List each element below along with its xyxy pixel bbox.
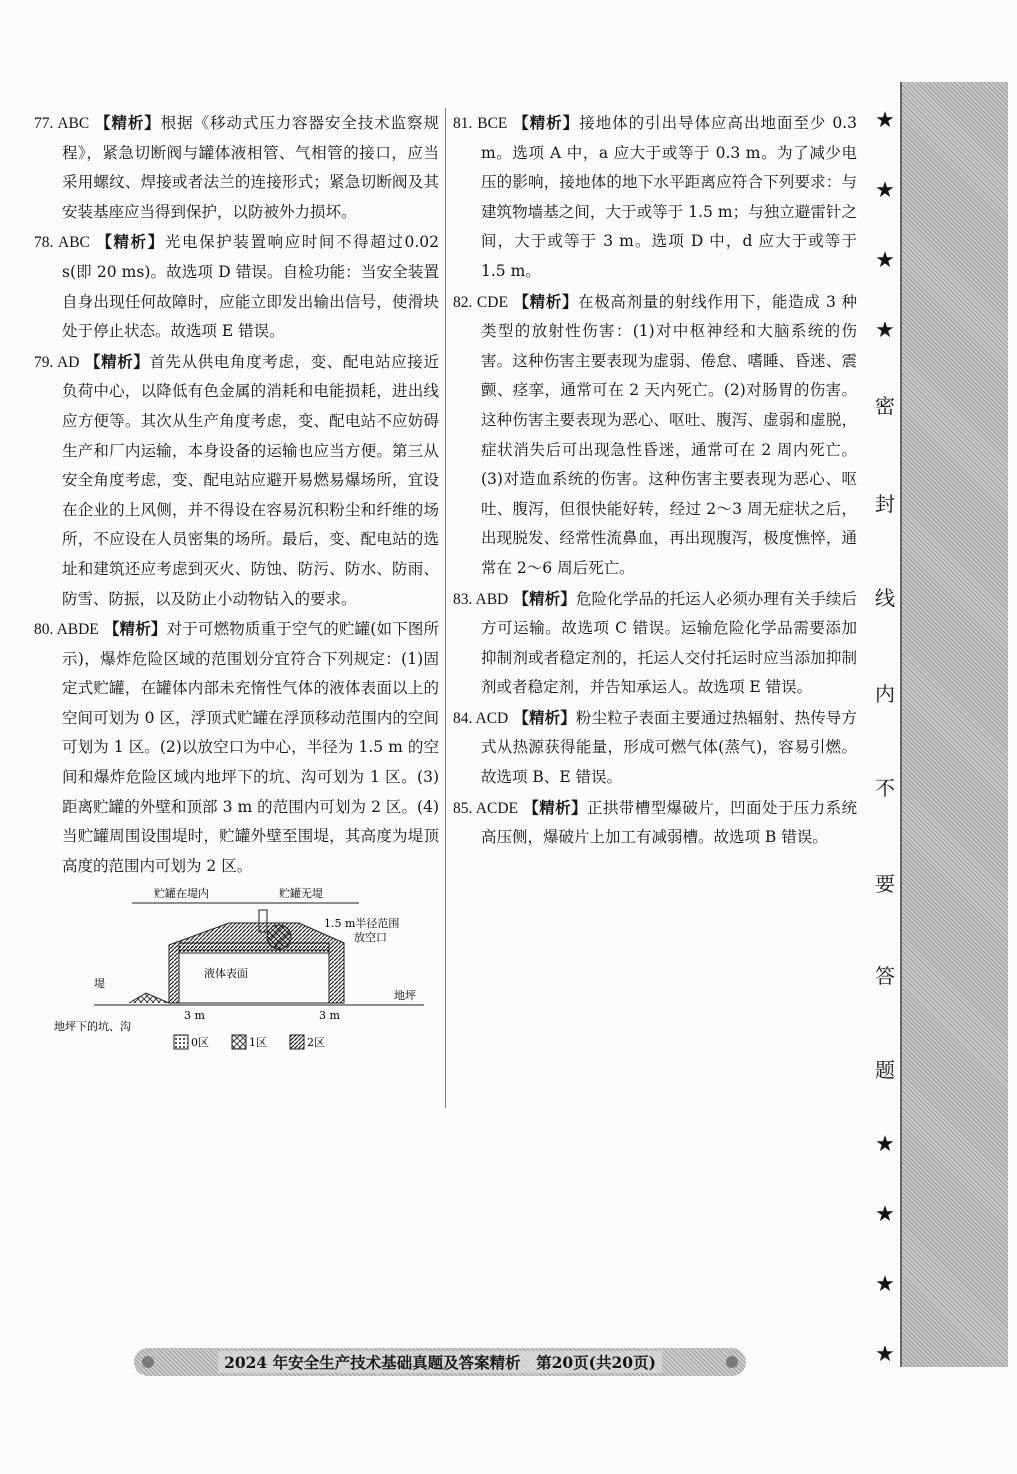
legend-zone-1: 1区 <box>249 1036 267 1050</box>
footer-dot-icon <box>726 1356 738 1368</box>
answer-text: 在极高剂量的射线作用下，能造成 3 种类型的放射性伤害：(1)对中枢神经和大脑系统的伤害。这种伤害主要表现为虚弱、倦怠、嗜睡、昏迷、震颤、痉挛，通常可在 2 天内死亡。(2)对肠胃的伤害。这种伤害主要表现为恶心、呕吐、腹泻、虚弱和虚脱，症状消失后可出现急性昏迷，通常可在 2 周内死亡。(3)对造血系统的伤害。这种伤害主要表现为恶心、呕吐、腹泻，但很快能好转，经过 2～3 周无症状之后，出现脱发、经常性流鼻血，再出现腹泻，极度憔悴，通常在 2～6 周后死亡。 <box>481 292 857 577</box>
label-3m-right: 3 m <box>319 1009 340 1023</box>
star-icon: ★ <box>875 108 895 133</box>
answer-item <box>34 347 439 614</box>
answer-text: 首先从供电角度考虑，变、配电站应接近负荷中心，以降低有色金属的消耗和电能损耗，进出线应方便等。其次从生产角度考虑，变、配电站不应妨碍生产和厂内运输，本身设备的运输也应当方便。第三从安全角度考虑，变、配电站应避开易燃易爆场所，宜设在企业的上风侧，并不得设在容易沉积粉尘和纤维的场所，不应设在人员密集的场所。最后，变、配电站的选址和建筑还应考虑到灭火、防蚀、防污、防水、防雨、防雪、防振，以及防止小动物钻入的要求。 <box>62 352 439 608</box>
answer-number: 79. AD <box>34 353 80 371</box>
analysis-tag: 【精析】 <box>513 588 576 608</box>
answer-text: 对于可燃物质重于空气的贮罐(如下图所示)，爆炸危险区域的范围划分宜符合下列规定：(1)固定式贮罐，在罐体内部未充惰性气体的液体表面以上的空间可划为 0 区，浮顶式贮罐在浮顶移动范围内的空间可划为 1 区。(2)以放空口为中心，半径为 1.5 m 的空间和爆炸危险区域内地坪下的坑、沟可划为 1 区。(3)距离贮罐的外壁和顶部 3 m 的范围内可划为 2 区。(4)当贮罐周围设围堤时，贮罐外壁至围堤，其高度为堤顶高度的范围内可划为 2 区。 <box>62 620 439 875</box>
analysis-tag: 【精析】 <box>96 232 165 252</box>
footer-dot-icon <box>142 1356 154 1368</box>
analysis-tag: 【精析】 <box>95 113 161 132</box>
analysis-tag: 【精析】 <box>84 351 150 371</box>
seal-char: 不 <box>875 776 895 800</box>
answer-column-right <box>453 108 857 853</box>
answer-number: 82. CDE <box>453 293 508 311</box>
legend-zone-0-swatch <box>174 1035 188 1049</box>
answer-item <box>453 287 857 584</box>
legend-zone-0: 0区 <box>191 1036 209 1050</box>
answer-item <box>34 227 439 346</box>
answer-number: 83. ABD <box>453 590 509 608</box>
seal-char: 密 <box>875 394 895 418</box>
star-icon: ★ <box>875 1202 895 1227</box>
star-icon: ★ <box>875 1272 895 1297</box>
answer-text: 接地体的引出导体应高出地面至少 0.3 m。选项 A 中，a 应大于或等于 0.3 m。为了减少电压的影响，接地体的地下水平距离应符合下列要求：与建筑物墙基之间，大于或等于 1.5 m；与独立避雷针之间，大于或等于 3 m。选项 D 中，d 应大于或等于 1.5 m。 <box>481 114 857 280</box>
answer-item <box>453 793 857 853</box>
analysis-tag: 【精析】 <box>103 619 167 639</box>
margin-pattern-strip <box>900 82 1008 1367</box>
seal-line-strip <box>872 80 898 1370</box>
label-dike: 堤 <box>94 977 105 991</box>
label-liquid-surface: 液体表面 <box>204 967 248 981</box>
answer-item <box>34 614 439 881</box>
answer-text: 粉尘粒子表面主要通过热辐射、热传导方式从热源获得能量，形成可燃气体(蒸气)，容易引燃。故选项 B、E 错误。 <box>481 708 857 787</box>
seal-char: 要 <box>875 872 895 896</box>
seal-char: 答 <box>875 964 895 988</box>
zone-1-vent <box>267 925 291 949</box>
label-3m-left: 3 m <box>184 1009 205 1023</box>
seal-char: 封 <box>875 492 895 516</box>
answer-number: 85. ACDE <box>453 799 518 817</box>
answer-item <box>453 108 857 287</box>
answer-text: 光电保护装置响应时间不得超过0.02 s(即 20 ms)。故选项 D 错误。自检功能：当安全装置自身出现任何故障时，应能立即发出输出信号，使滑块处于停止状态。故选项 E 错误。 <box>62 233 440 341</box>
answer-column-left <box>34 108 439 1066</box>
answer-number: 84. ACD <box>453 709 509 727</box>
answer-text: 根据《移动式压力容器安全技术监察规程》，紧急切断阀与罐体液相管、气相管的接口，应当采用螺纹、焊接或者法兰的连接形式；紧急切断阀及其安装基座应当得到保护，以防被外力损坏。 <box>62 114 439 221</box>
legend-zone-1-swatch <box>232 1035 246 1049</box>
tank-body <box>179 950 329 1003</box>
seal-char: 题 <box>875 1058 895 1082</box>
star-icon: ★ <box>875 1342 895 1367</box>
footer-text: 2024 年安全生产技术基础真题及答案精析 第20页(共20页) <box>218 1351 662 1373</box>
analysis-tag: 【精析】 <box>513 113 580 132</box>
star-icon: ★ <box>875 318 895 343</box>
analysis-tag: 【精析】 <box>513 707 576 727</box>
answer-item <box>34 108 439 227</box>
answer-number: 80. ABDE <box>34 621 99 639</box>
answer-item <box>453 584 857 703</box>
column-divider <box>445 108 446 1108</box>
label-radius: 1.5 m半径范围 <box>324 917 400 931</box>
tank-hazard-zone-diagram <box>54 885 434 1055</box>
star-icon: ★ <box>875 178 895 203</box>
analysis-tag: 【精析】 <box>523 797 587 817</box>
label-pit: 地坪下的坑、沟 <box>54 1020 131 1034</box>
label-tank-in-dike: 贮罐在堤内 <box>154 887 209 901</box>
answer-number: 81. BCE <box>453 115 508 132</box>
seal-char: 线 <box>875 586 895 610</box>
legend-zone-2: 2区 <box>307 1036 325 1050</box>
label-tank-no-dike: 贮罐无堤 <box>279 887 323 901</box>
answer-item <box>453 703 857 793</box>
zone-0-area <box>179 943 329 953</box>
star-icon: ★ <box>875 1132 895 1157</box>
answer-number: 77. ABC <box>34 115 90 132</box>
pit-zone-1 <box>129 993 169 1003</box>
legend-zone-2-swatch <box>290 1035 304 1049</box>
label-vent: 放空口 <box>354 931 387 945</box>
star-icon: ★ <box>875 248 895 273</box>
answer-text: 危险化学品的托运人必须办理有关手续后方可运输。故选项 C 错误。运输危险化学品需要添加抑制剂或者稳定剂的，托运人交付托运时应当添加抑制剂或者稳定剂，并告知承运人。故选项 E 错误。 <box>481 589 857 697</box>
answer-number: 78. ABC <box>34 234 90 252</box>
page-footer <box>134 1348 746 1376</box>
label-ground: 地坪 <box>394 989 416 1003</box>
answer-text: 正拱带槽型爆破片，凹面处于压力系统高压侧，爆破片上加工有减弱槽。故选项 B 错误。 <box>481 798 857 847</box>
analysis-tag: 【精析】 <box>513 291 579 311</box>
seal-char: 内 <box>875 682 895 706</box>
